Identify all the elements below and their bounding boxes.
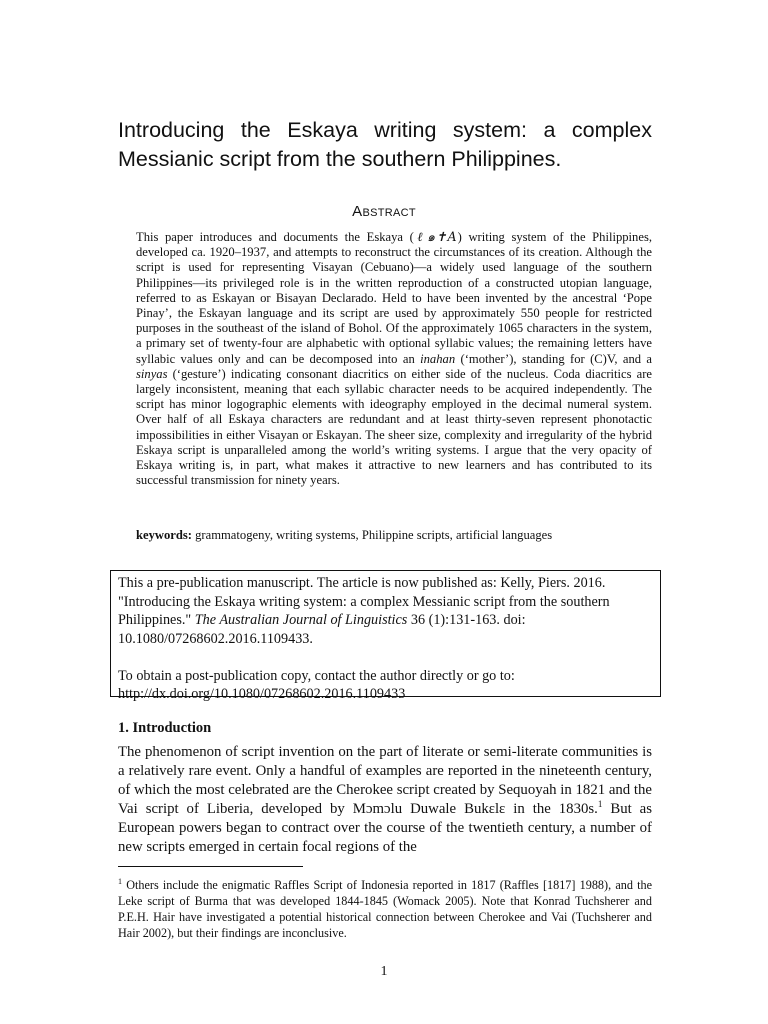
page-number: 1	[380, 964, 388, 979]
publication-notice-box	[110, 570, 661, 702]
abstract-heading	[0, 203, 768, 220]
publication-citation	[118, 574, 656, 648]
abstract-part-1: This paper introduces and documents the Eskaya (	[136, 230, 414, 244]
abstract-text	[136, 229, 652, 488]
footnote-marker: 1	[118, 876, 122, 886]
abstract-part-2: ) writing system of the Philippines, developed ca. 1920–1937, and attempts to reconstruct the circumstances of its creation. Although the script is used for representing Visayan (Cebuano)—a widely used language of the southern Philippines—its privileged role is in the written reproduction of a constructed utopian language, referred to as Eskayan or Bisayan Declarado. Held to have been invented by the ancestral ‘Pope Pinay’, the Eskayan language and its script are used by approximately 550 people for restricted purposes in the southeast of the island of Bohol. Of the approximately 1065 characters in the system, a primary set of twenty-four are alphabetic with optional syllabic values; the remaining letters have syllabic values only and can be decomposed into an	[136, 230, 652, 366]
post-publication-note: To obtain a post-publication copy, contact the author directly or go to: http://dx.doi.org/10.1080/07268602.2016.1109433	[118, 667, 515, 702]
keywords	[136, 527, 666, 543]
eskaya-script-glyphs: ℓ๑✝A	[413, 229, 458, 244]
term-inahan: inahan	[420, 351, 456, 366]
footnote-divider	[118, 866, 303, 867]
abstract-heading-smallcaps: BSTRACT	[362, 207, 416, 219]
intro-text-a: The phenomenon of script invention on the part of literate or semi-literate communities is a relatively rare event. Only a handful of examples are reported in the nineteenth century, of which the most celebrated are the Cherokee script created by Sequoyah in 1821 and the Vai script of Liberia, developed by Mɔmɔlu Duwale Bukɛlɛ in the 1830s.	[118, 744, 652, 818]
footnote-reference[interactable]: 1	[597, 799, 603, 810]
abstract-part-4: (‘gesture’) indicating consonant diacritics on either side of the nucleus. Coda diacritics are largely inconsistent, meaning that each syllabic character needs to be acquired independently. The script has minor logographic elements with ideography employed in the decimal numeral system. Over half of all Eskaya characters are redundant and at least thirty-seven represent phonotactic impossibilities in either Visayan or Eskayan. The sheer size, complexity and irregularity of the hybrid Eskaya script is unparalleled among the world’s writing systems. I argue that the very opacity of Eskaya writing is, in part, what makes it attractive to new learners and has contributed to its successful transmission for ninety years.	[136, 366, 652, 488]
citation-text-a: This a pre-publication manuscript. The article is now published as: Kelly, Piers. 2016. "Introducing the Eskaya writing system: a complex Messianic script from the southern Philippines."	[118, 575, 610, 628]
keywords-text: grammatogeny, writing systems, Philippine scripts, artificial languages	[191, 528, 553, 542]
introduction-paragraph	[118, 743, 652, 858]
abstract-heading-initial: A	[352, 203, 363, 220]
term-sinyas: sinyas	[136, 366, 168, 381]
journal-name: The Australian Journal of Linguistics	[194, 612, 408, 628]
keywords-label: keywords:	[136, 528, 192, 542]
abstract-part-3: (‘mother’), standing for (C)V, and a	[455, 351, 653, 366]
citation-text-b: 36 (1):131-163. doi: 10.1080/07268602.2016.1109433.	[118, 612, 526, 647]
footnote	[118, 877, 652, 941]
section-heading: 1. Introduction	[118, 720, 212, 736]
paper-title: Introducing the Eskaya writing system: a complex Messianic script from the southern Philippines.	[118, 118, 652, 171]
footnote-text: Others include the enigmatic Raffles Script of Indonesia reported in 1817 (Raffles [1817] 1988), and the Leke script of Burma that was developed 1844-1845 (Womack 2005). Note that Konrad Tuchsherer and P.E.H. Hair have investigated a potential historical connection between Cherokee and Vai (Tuchsherer and Hair 2002), but their findings are inconclusive.	[118, 878, 652, 940]
intro-text-b: But as European powers began to contract over the course of the twentieth century, a number of new scripts emerged in certain focal regions of the	[118, 801, 652, 856]
